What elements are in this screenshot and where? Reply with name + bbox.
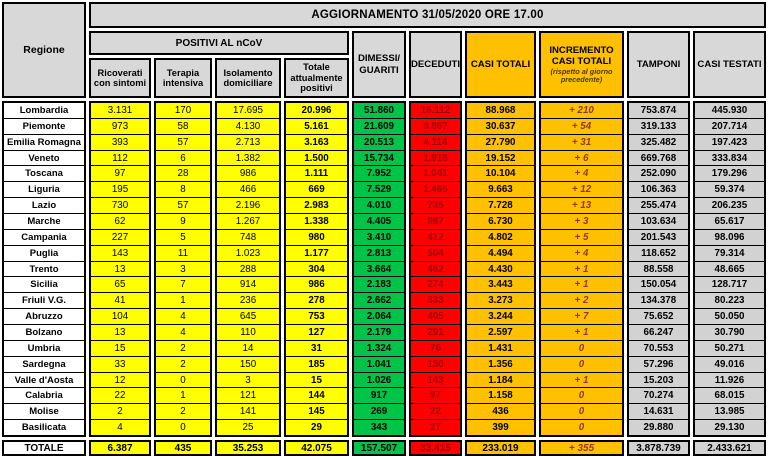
table-cell: 1.465 bbox=[411, 181, 460, 197]
region-name-cell: Puglia bbox=[4, 245, 84, 261]
table-cell: 145 bbox=[286, 403, 347, 419]
table-cell: 207.714 bbox=[695, 118, 764, 134]
table-cell: 333 bbox=[411, 292, 460, 308]
table-cell: 28 bbox=[156, 165, 210, 181]
table-cell: 1.177 bbox=[286, 245, 347, 261]
table-cell: 29.130 bbox=[695, 419, 764, 435]
table-cell: 3.244 bbox=[467, 308, 534, 324]
table-cell: + 4 bbox=[541, 245, 622, 261]
regione-column bbox=[2, 101, 86, 437]
table-cell: 59.374 bbox=[695, 181, 764, 197]
table-cell: 179.296 bbox=[695, 165, 764, 181]
table-cell: 4 bbox=[156, 324, 210, 340]
table-cell: 127 bbox=[286, 324, 347, 340]
table-cell: 0 bbox=[541, 387, 622, 403]
region-name-cell: Marche bbox=[4, 213, 84, 229]
table-cell: + 210 bbox=[569, 104, 594, 116]
table-cell: 41 bbox=[91, 292, 149, 308]
casi-testati-header: CASI TESTATI bbox=[693, 31, 766, 98]
table-cell: + 2 bbox=[541, 292, 622, 308]
table-cell: + 1 bbox=[541, 261, 622, 277]
table-cell: 278 bbox=[286, 292, 347, 308]
table-cell: 19.152 bbox=[467, 150, 534, 166]
totale-dimessi: 157.507 bbox=[352, 440, 406, 456]
table-cell: 170 bbox=[174, 104, 192, 116]
table-cell: 1.023 bbox=[217, 245, 279, 261]
table-cell: 201.543 bbox=[629, 229, 688, 245]
table-cell: 70.274 bbox=[629, 387, 688, 403]
table-cell: 62 bbox=[91, 213, 149, 229]
table-cell: 88.968 bbox=[485, 104, 516, 116]
table-cell: 106.363 bbox=[629, 181, 688, 197]
table-cell: 88.558 bbox=[629, 261, 688, 277]
table-cell: 3.443 bbox=[467, 276, 534, 292]
table-cell: 405 bbox=[411, 308, 460, 324]
table-cell: 51.860 bbox=[364, 104, 394, 116]
table-cell: 3.867 bbox=[411, 118, 460, 134]
table-cell: 255.474 bbox=[629, 197, 688, 213]
table-cell: + 3 bbox=[541, 213, 622, 229]
table-cell: 5 bbox=[156, 229, 210, 245]
region-name-cell: Veneto bbox=[4, 150, 84, 166]
table-cell: 13 bbox=[91, 261, 149, 277]
table-cell: + 4 bbox=[541, 165, 622, 181]
table-cell: + 1 bbox=[541, 324, 622, 340]
table-cell: 7.952 bbox=[354, 165, 404, 181]
table-cell: 462 bbox=[411, 261, 460, 277]
table-cell: 150.054 bbox=[629, 276, 688, 292]
region-name-cell: Lombardia bbox=[19, 104, 69, 116]
table-cell: 1.324 bbox=[354, 340, 404, 356]
table-cell: 98.096 bbox=[695, 229, 764, 245]
table-cell: 2.662 bbox=[354, 292, 404, 308]
region-name-cell: Liguria bbox=[4, 181, 84, 197]
table-cell: 2 bbox=[91, 403, 149, 419]
table-cell: 76 bbox=[411, 340, 460, 356]
ricoverati-column bbox=[89, 101, 151, 437]
table-cell: 14 bbox=[217, 340, 279, 356]
table-cell: 0 bbox=[541, 340, 622, 356]
table-cell: + 12 bbox=[541, 181, 622, 197]
table-cell: + 7 bbox=[541, 308, 622, 324]
table-cell: 65 bbox=[91, 276, 149, 292]
table-cell: 269 bbox=[354, 403, 404, 419]
tamponi-column bbox=[627, 101, 690, 437]
ricoverati-subheader: Ricoverati con sintomi bbox=[89, 58, 151, 98]
table-cell: 2.713 bbox=[217, 134, 279, 150]
totale-casi-totali: 233.019 bbox=[465, 440, 536, 456]
table-cell: 104 bbox=[91, 308, 149, 324]
table-cell: 13 bbox=[91, 324, 149, 340]
dimessi-column bbox=[352, 101, 406, 437]
table-cell: 48.665 bbox=[695, 261, 764, 277]
table-cell: 29.880 bbox=[629, 419, 688, 435]
table-cell: 97 bbox=[411, 387, 460, 403]
table-cell: 9 bbox=[156, 213, 210, 229]
table-cell: 27 bbox=[411, 419, 460, 435]
table-cell: 1.184 bbox=[467, 372, 534, 388]
dimessi-guariti-header: DIMESSI/ GUARITI bbox=[352, 31, 406, 98]
table-cell: + 54 bbox=[541, 118, 622, 134]
region-name-cell: Valle d'Aosta bbox=[4, 372, 84, 388]
table-cell: 1 bbox=[156, 292, 210, 308]
table-cell: 1.918 bbox=[411, 150, 460, 166]
table-cell: 0 bbox=[541, 403, 622, 419]
table-cell: 144 bbox=[286, 387, 347, 403]
table-cell: 80.223 bbox=[695, 292, 764, 308]
table-cell: 304 bbox=[286, 261, 347, 277]
table-cell: 1.338 bbox=[286, 213, 347, 229]
table-cell: 121 bbox=[217, 387, 279, 403]
table-cell: 11 bbox=[156, 245, 210, 261]
table-cell: 103.634 bbox=[629, 213, 688, 229]
table-cell: 2.983 bbox=[286, 197, 347, 213]
table-cell: 504 bbox=[411, 245, 460, 261]
incremento-header bbox=[539, 31, 624, 98]
table-cell: 393 bbox=[91, 134, 149, 150]
table-cell: 669.768 bbox=[629, 150, 688, 166]
region-name-cell: Emilia Romagna bbox=[4, 134, 84, 150]
table-cell: 2 bbox=[156, 356, 210, 372]
table-cell: 291 bbox=[411, 324, 460, 340]
table-cell: 49.016 bbox=[695, 356, 764, 372]
table-cell: 141 bbox=[217, 403, 279, 419]
table-cell: 973 bbox=[91, 118, 149, 134]
table-cell: 110 bbox=[217, 324, 279, 340]
table-cell: 197.423 bbox=[695, 134, 764, 150]
regione-column-header: Regione bbox=[2, 2, 86, 98]
table-cell: 669 bbox=[286, 181, 347, 197]
table-cell: 987 bbox=[411, 213, 460, 229]
casi-testati-column bbox=[693, 101, 766, 437]
table-cell: 29 bbox=[286, 419, 347, 435]
table-cell: 1.382 bbox=[217, 150, 279, 166]
terapia-column bbox=[154, 101, 212, 437]
table-cell: 15 bbox=[91, 340, 149, 356]
tamponi-header: TAMPONI bbox=[627, 31, 690, 98]
region-name-cell: Friuli V.G. bbox=[4, 292, 84, 308]
totale-casi-testati: 2.433.621 bbox=[693, 440, 766, 456]
table-cell: 15.203 bbox=[629, 372, 688, 388]
table-title: AGGIORNAMENTO 31/05/2020 ORE 17.00 bbox=[89, 2, 766, 28]
table-cell: 0 bbox=[541, 419, 622, 435]
table-cell: 645 bbox=[217, 308, 279, 324]
table-cell: 50.050 bbox=[695, 308, 764, 324]
table-cell: 143 bbox=[411, 372, 460, 388]
casi-totali-column bbox=[465, 101, 536, 437]
table-cell: 7 bbox=[156, 276, 210, 292]
table-cell: 445.930 bbox=[711, 104, 748, 116]
table-cell: 13.985 bbox=[695, 403, 764, 419]
table-cell: 288 bbox=[217, 261, 279, 277]
region-name-cell: Lazio bbox=[4, 197, 84, 213]
table-cell: 4 bbox=[91, 419, 149, 435]
table-cell: 97 bbox=[91, 165, 149, 181]
table-cell: 4.802 bbox=[467, 229, 534, 245]
table-cell: 986 bbox=[286, 276, 347, 292]
region-name-cell: Toscana bbox=[4, 165, 84, 181]
table-cell: 22 bbox=[91, 387, 149, 403]
deceduti-header: DECEDUTI bbox=[409, 31, 462, 98]
totale-deceduti: 33.415 bbox=[409, 440, 462, 456]
table-cell: 748 bbox=[217, 229, 279, 245]
table-cell: 57 bbox=[156, 134, 210, 150]
table-cell: 30.790 bbox=[695, 324, 764, 340]
region-name-cell: Trento bbox=[4, 261, 84, 277]
totale-attualmente-positivi: 42.075 bbox=[284, 440, 349, 456]
table-cell: 3.664 bbox=[354, 261, 404, 277]
table-cell: 134.378 bbox=[629, 292, 688, 308]
table-cell: 0 bbox=[156, 372, 210, 388]
totale-row-label: TOTALE bbox=[2, 440, 86, 456]
table-cell: 9.663 bbox=[467, 181, 534, 197]
table-cell: 4.010 bbox=[354, 197, 404, 213]
region-name-cell: Abruzzo bbox=[4, 308, 84, 324]
table-cell: 2.183 bbox=[354, 276, 404, 292]
region-name-cell: Umbria bbox=[4, 340, 84, 356]
table-cell: 22 bbox=[411, 403, 460, 419]
table-cell: 206.235 bbox=[695, 197, 764, 213]
table-cell: 399 bbox=[467, 419, 534, 435]
table-cell: 4.430 bbox=[467, 261, 534, 277]
table-cell: 412 bbox=[411, 229, 460, 245]
table-cell: 68.015 bbox=[695, 387, 764, 403]
table-cell: 980 bbox=[286, 229, 347, 245]
region-name-cell: Sicilia bbox=[4, 276, 84, 292]
table-cell: 5.161 bbox=[286, 118, 347, 134]
table-cell: + 6 bbox=[541, 150, 622, 166]
table-cell: 27.790 bbox=[467, 134, 534, 150]
table-cell: 3.410 bbox=[354, 229, 404, 245]
isolamento-column bbox=[215, 101, 281, 437]
totale-terapia: 435 bbox=[154, 440, 212, 456]
table-cell: 20.513 bbox=[354, 134, 404, 150]
table-cell: 343 bbox=[354, 419, 404, 435]
table-cell: 914 bbox=[217, 276, 279, 292]
table-cell: 20.996 bbox=[301, 104, 332, 116]
table-cell: 57.296 bbox=[629, 356, 688, 372]
table-cell: 2.813 bbox=[354, 245, 404, 261]
table-cell: 0 bbox=[541, 356, 622, 372]
totale-incremento: + 355 bbox=[539, 440, 624, 456]
table-cell: 1.041 bbox=[354, 356, 404, 372]
table-cell: 6.730 bbox=[467, 213, 534, 229]
table-cell: 185 bbox=[286, 356, 347, 372]
table-cell: 79.314 bbox=[695, 245, 764, 261]
region-name-cell: Sardegna bbox=[4, 356, 84, 372]
table-cell: 274 bbox=[411, 276, 460, 292]
deceduti-column bbox=[409, 101, 462, 437]
table-cell: 1.267 bbox=[217, 213, 279, 229]
table-cell: 50.271 bbox=[695, 340, 764, 356]
table-cell: + 1 bbox=[541, 372, 622, 388]
region-name-cell: Campania bbox=[4, 229, 84, 245]
table-cell: 1.431 bbox=[467, 340, 534, 356]
table-cell: 2.179 bbox=[354, 324, 404, 340]
incremento-header-label: INCREMENTO CASI TOTALI bbox=[549, 44, 614, 67]
region-name-cell: Bolzano bbox=[4, 324, 84, 340]
table-cell: 466 bbox=[217, 181, 279, 197]
table-cell: 16.112 bbox=[420, 104, 451, 116]
positivi-group-header: POSITIVI AL nCoV bbox=[89, 31, 349, 55]
table-cell: 6 bbox=[156, 150, 210, 166]
totale-ricoverati: 6.387 bbox=[89, 440, 151, 456]
table-cell: 66.247 bbox=[629, 324, 688, 340]
table-cell: 236 bbox=[217, 292, 279, 308]
table-cell: 8 bbox=[156, 181, 210, 197]
table-cell: 2.196 bbox=[217, 197, 279, 213]
table-cell: 4 bbox=[156, 308, 210, 324]
table-cell: 58 bbox=[156, 118, 210, 134]
table-cell: 7.529 bbox=[354, 181, 404, 197]
table-cell: 7.728 bbox=[467, 197, 534, 213]
table-cell: 14.631 bbox=[629, 403, 688, 419]
region-name-cell: Piemonte bbox=[4, 118, 84, 134]
region-name-cell: Molise bbox=[4, 403, 84, 419]
totale-isolamento: 35.253 bbox=[215, 440, 281, 456]
table-cell: 25 bbox=[217, 419, 279, 435]
table-cell: 1 bbox=[156, 387, 210, 403]
totale-tamponi: 3.878.739 bbox=[627, 440, 690, 456]
incremento-header-note: (rispetto al giorno precedente) bbox=[550, 66, 613, 85]
table-cell: 130 bbox=[411, 356, 460, 372]
table-cell: 1.026 bbox=[354, 372, 404, 388]
table-cell: 730 bbox=[91, 197, 149, 213]
table-cell: 4.114 bbox=[411, 134, 460, 150]
table-cell: 143 bbox=[91, 245, 149, 261]
table-cell: 3.163 bbox=[286, 134, 347, 150]
table-cell: 2 bbox=[156, 403, 210, 419]
table-cell: 30.637 bbox=[467, 118, 534, 134]
table-cell: 112 bbox=[91, 150, 149, 166]
table-cell: 986 bbox=[217, 165, 279, 181]
table-cell: 4.405 bbox=[354, 213, 404, 229]
table-cell: 325.482 bbox=[629, 134, 688, 150]
table-cell: 4.494 bbox=[467, 245, 534, 261]
table-cell: 2 bbox=[156, 340, 210, 356]
table-cell: 436 bbox=[467, 403, 534, 419]
table-cell: 15 bbox=[286, 372, 347, 388]
table-cell: 753.874 bbox=[640, 104, 677, 116]
incremento-column bbox=[539, 101, 624, 437]
table-cell: 1.158 bbox=[467, 387, 534, 403]
region-name-cell: Calabria bbox=[4, 387, 84, 403]
table-cell: 2.597 bbox=[467, 324, 534, 340]
table-cell: 65.617 bbox=[695, 213, 764, 229]
table-cell: 75.652 bbox=[629, 308, 688, 324]
table-cell: 21.609 bbox=[354, 118, 404, 134]
table-cell: 1.111 bbox=[286, 165, 347, 181]
table-cell: 70.553 bbox=[629, 340, 688, 356]
table-cell: 3.273 bbox=[467, 292, 534, 308]
table-cell: 2.064 bbox=[354, 308, 404, 324]
table-cell: 3 bbox=[156, 261, 210, 277]
table-cell: + 5 bbox=[541, 229, 622, 245]
table-cell: 128.717 bbox=[695, 276, 764, 292]
table-cell: 319.133 bbox=[629, 118, 688, 134]
table-cell: 1.500 bbox=[286, 150, 347, 166]
table-cell: 33 bbox=[91, 356, 149, 372]
table-cell: 1.356 bbox=[467, 356, 534, 372]
table-cell: 252.090 bbox=[629, 165, 688, 181]
table-cell: + 1 bbox=[541, 276, 622, 292]
totale-positivi-subheader: Totale attualmente positivi bbox=[284, 58, 349, 98]
totale-positivi-column bbox=[284, 101, 349, 437]
table-cell: 917 bbox=[354, 387, 404, 403]
terapia-subheader: Terapia intensiva bbox=[154, 58, 212, 98]
table-cell: 3 bbox=[217, 372, 279, 388]
table-cell: 57 bbox=[156, 197, 210, 213]
table-cell: 753 bbox=[286, 308, 347, 324]
table-cell: 735 bbox=[411, 197, 460, 213]
table-cell: + 31 bbox=[541, 134, 622, 150]
table-cell: 118.652 bbox=[629, 245, 688, 261]
table-cell: 12 bbox=[91, 372, 149, 388]
table-cell: 0 bbox=[156, 419, 210, 435]
table-cell: 15.734 bbox=[354, 150, 404, 166]
table-cell: 333.834 bbox=[695, 150, 764, 166]
table-cell: 11.926 bbox=[695, 372, 764, 388]
table-cell: 195 bbox=[91, 181, 149, 197]
isolamento-subheader: Isolamento domiciliare bbox=[215, 58, 281, 98]
table-cell: 3.131 bbox=[107, 104, 133, 116]
table-cell: 10.104 bbox=[467, 165, 534, 181]
casi-totali-header: CASI TOTALI bbox=[465, 31, 536, 98]
table-cell: 17.695 bbox=[233, 104, 263, 116]
table-cell: 150 bbox=[217, 356, 279, 372]
table-cell: 1.041 bbox=[411, 165, 460, 181]
region-name-cell: Basilicata bbox=[4, 419, 84, 435]
table-cell: 227 bbox=[91, 229, 149, 245]
table-cell: 31 bbox=[286, 340, 347, 356]
table-cell: + 13 bbox=[541, 197, 622, 213]
table-cell: 4.130 bbox=[217, 118, 279, 134]
